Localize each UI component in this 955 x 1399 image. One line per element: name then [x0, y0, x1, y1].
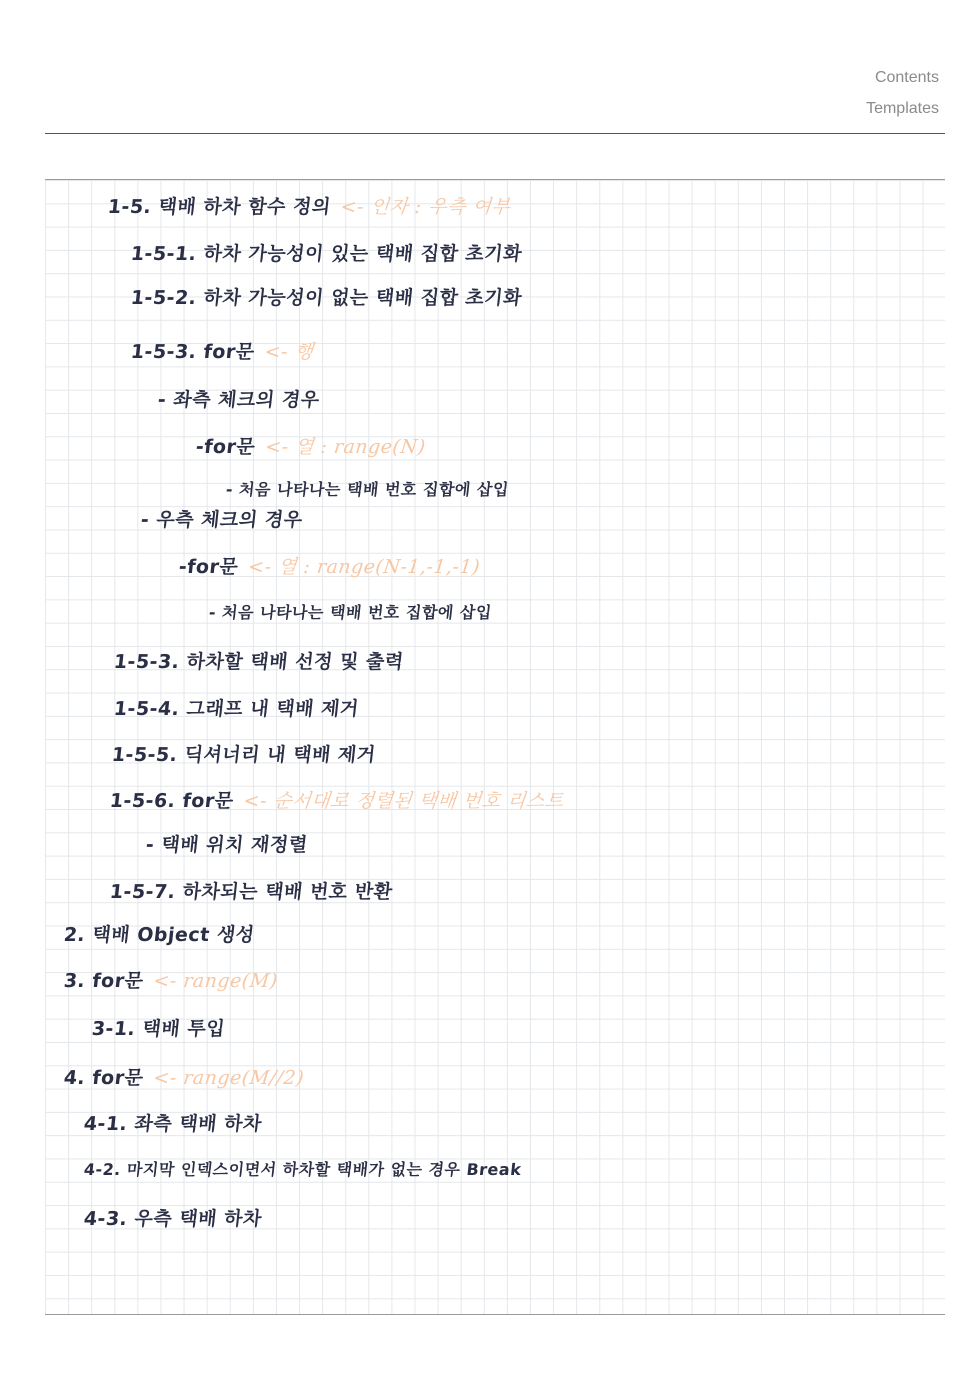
note-annotation: <- range(M)	[152, 970, 279, 992]
note-line: -for문 <- 열 : range(N)	[194, 436, 427, 458]
note-annotation: <- 열 : range(N)	[264, 436, 427, 458]
note-line: 4-3. 우측 택배 하차	[82, 1208, 264, 1230]
note-line: 1-5. 택배 하차 함수 정의 <- 인자 : 우측 여부	[106, 196, 512, 218]
note-line: 1-5-1. 하차 가능성이 있는 택배 집합 초기화	[129, 243, 524, 265]
note-line: 1-5-2. 하차 가능성이 없는 택배 집합 초기화	[129, 287, 524, 309]
note-line: 1-5-3. for문 <- 행	[129, 341, 315, 363]
note-line: - 처음 나타나는 택배 번호 집합에 삽입	[207, 603, 493, 622]
note-line: 3. for문 <- range(M)	[62, 970, 279, 992]
header-divider	[45, 133, 945, 134]
note-line: 1-5-4. 그래프 내 택배 제거	[112, 698, 360, 720]
note-line: 1-5-6. for문 <- 순서대로 정렬된 택배 번호 리스트	[108, 790, 565, 812]
note-line: 3-1. 택배 투입	[90, 1018, 227, 1040]
note-line: 4-1. 좌측 택배 하차	[82, 1113, 264, 1135]
note-line: 1-5-5. 딕셔너리 내 택배 제거	[110, 744, 377, 766]
note-annotation: <- 행	[263, 341, 315, 363]
note-line: 1-5-3. 하차할 택배 선정 및 출력	[112, 651, 405, 673]
note-annotation: <- 인자 : 우측 여부	[339, 196, 512, 218]
note-line: - 택배 위치 재정렬	[144, 834, 309, 856]
contents-link[interactable]: Contents	[874, 69, 939, 86]
note-annotation: <- range(M//2)	[152, 1067, 306, 1089]
note-line: 1-5-7. 하차되는 택배 번호 반환	[108, 881, 394, 903]
note-line: 4. for문 <- range(M//2)	[62, 1067, 306, 1089]
note-line: - 우측 체크의 경우	[139, 509, 304, 531]
header-links	[866, 62, 939, 124]
note-line: -for문 <- 열 : range(N-1,-1,-1)	[177, 556, 482, 578]
templates-link[interactable]: Templates	[866, 100, 939, 117]
note-line: - 좌측 체크의 경우	[156, 389, 321, 411]
note-annotation: <- 순서대로 정렬된 택배 번호 리스트	[242, 790, 565, 812]
note-line: 4-2. 마지막 인덱스이면서 하차할 택배가 없는 경우 Break	[82, 1160, 523, 1179]
note-line: - 처음 나타나는 택배 번호 집합에 삽입	[224, 480, 510, 499]
note-line: 2. 택배 Object 생성	[62, 924, 256, 946]
note-annotation: <- 열 : range(N-1,-1,-1)	[247, 556, 482, 578]
